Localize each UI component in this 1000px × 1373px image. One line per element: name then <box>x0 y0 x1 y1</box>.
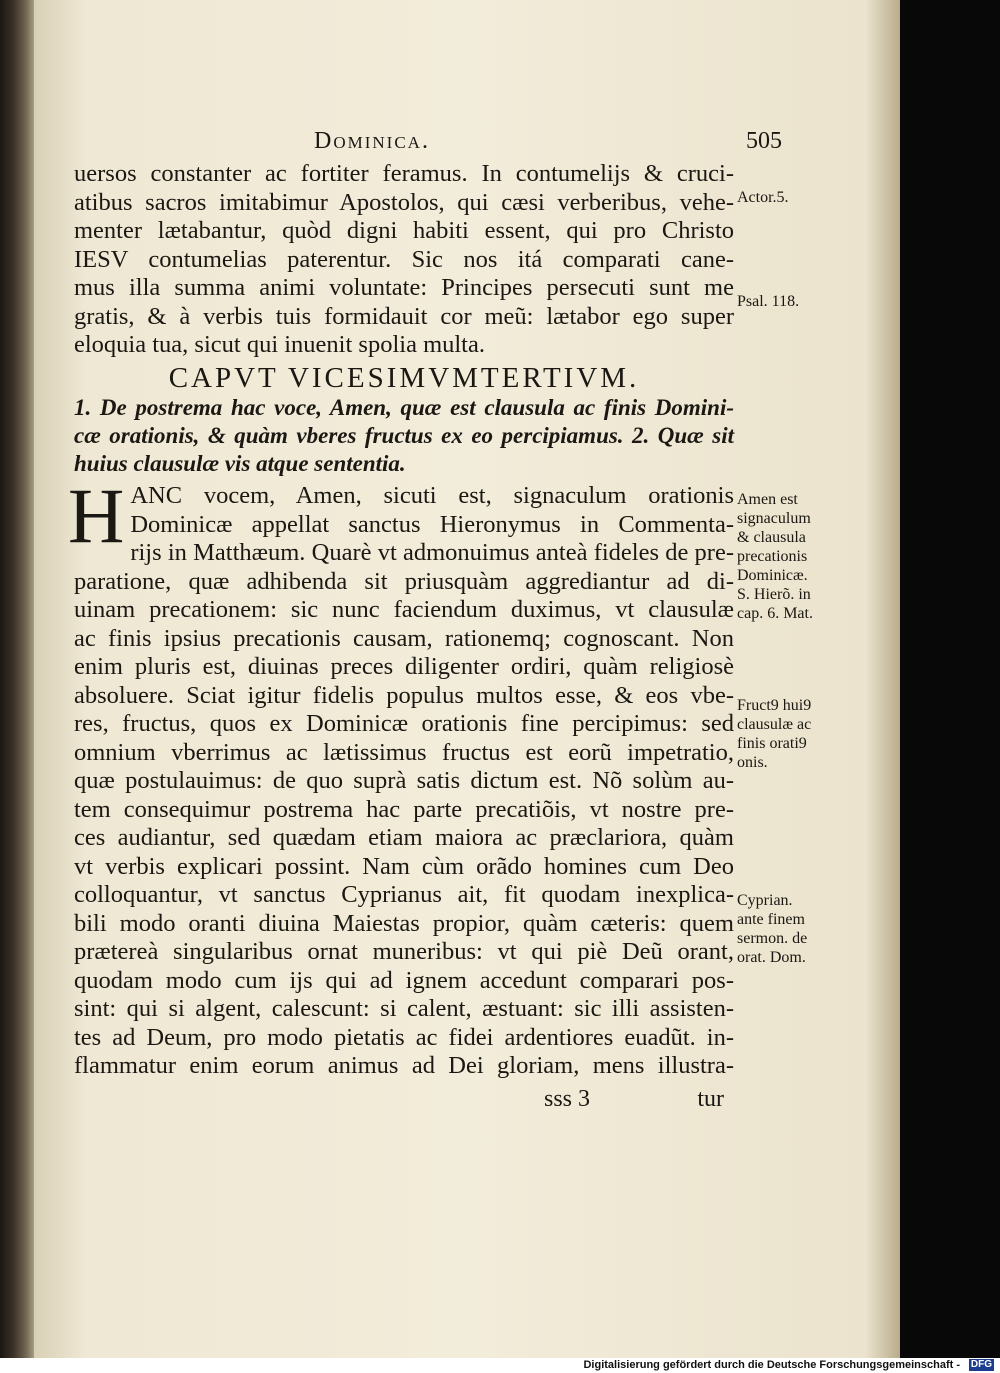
marginal-line: S. Hierõ. in <box>737 586 811 603</box>
summary-line: 1. De postrema hac voce, Amen, quæ est clausula ac finis Domini- <box>74 395 734 420</box>
text-line: atibus sacros imitabimur Apostolos, qui cæsi verberibus, vehe- <box>74 188 734 216</box>
text-line: quæ postulauimus: de quo suprà satis dictum est. Nõ solùm au- <box>74 767 734 794</box>
chapter-summary <box>74 394 734 478</box>
marginal-note-amen <box>737 490 847 623</box>
marginal-line: finis orati9 <box>737 735 807 752</box>
scan-background <box>900 0 1000 1360</box>
text-line: paratione, quæ adhibenda sit priusquàm aggrediantur ad di- <box>74 567 734 595</box>
text-line: colloquantur, vt sanctus Cyprianus ait, fit quodam inexplica- <box>74 881 734 908</box>
marginal-line: precationis <box>737 548 808 565</box>
marginal-line: Psal. 118. <box>737 293 800 310</box>
text-line: uersos constanter ac fortiter feramus. In contumelijs & cruci- <box>74 160 734 187</box>
marginal-line: cap. 6. Mat. <box>737 605 813 622</box>
book-page <box>34 0 900 1358</box>
text-line: ANC vocem, Amen, sicuti est, signaculum orationis <box>130 482 734 509</box>
marginal-note-fructus <box>737 696 847 772</box>
summary-line: huius clausulæ vis atque sententia. <box>74 451 406 476</box>
text-line: eloquia tua, sicut qui inuenit spolia multa. <box>74 331 485 358</box>
text-line: tem consequimur postrema hac parte precatiõis, vt nostre pre- <box>74 795 734 823</box>
marginal-line: ante finem <box>737 911 805 928</box>
text-line: IESV contumelias paterentur. Sic nos itá comparati cane- <box>74 245 734 273</box>
book-edge <box>0 0 34 1360</box>
text-line: bili modo oranti diuina Maiestas propior, quàm cæteris: quem <box>74 909 734 937</box>
text-line: uinam precationem: sic nunc faciendum duximus, vt clausulæ <box>74 596 734 623</box>
text-line: enim pluris est, diuinas preces diligenter ordiri, quàm religiosè <box>74 653 734 680</box>
body-paragraph <box>68 472 734 1081</box>
marginal-line: Actor.5. <box>737 189 789 206</box>
text-line: menter lætabantur, quòd digni habiti essent, qui pro Christo <box>74 217 734 244</box>
marginal-line: Cyprian. <box>737 892 793 909</box>
signature-mark: sss 3 <box>544 1086 591 1112</box>
chapter-title: CAPVT VICESIMVMTERTIVM. <box>168 361 640 394</box>
opening-paragraph <box>74 160 734 360</box>
marginal-line: sermon. de <box>737 930 808 947</box>
text-line: ces audiantur, sed quædam etiam maiora ac præclariora, quàm <box>74 824 734 851</box>
text-line: rijs in Matthæum. Quarè vt admonuimus anteà fideles de pre- <box>130 539 734 566</box>
funding-notice: Digitalisierung gefördert durch die Deutsche Forschungsgemeinschaft - <box>583 1359 960 1371</box>
text-line: mus illa summa animi voluntate: Principes persecuti sunt me <box>74 274 734 301</box>
text-line: omnium vberrimus ac lætissimus fructus est eorũ impetratio, <box>74 738 734 766</box>
summary-line: cæ orationis, & quàm vberes fructus ex eo percipiamus. 2. Quæ sit <box>74 423 734 448</box>
footer-bar <box>0 1358 1000 1373</box>
marginal-line: signaculum <box>737 510 811 527</box>
catchword: tur <box>697 1086 724 1112</box>
text-line: res, fructus, quos ex Dominicæ orationis fine percipimus: sed <box>74 710 734 737</box>
text-line: Dominicæ appellat sanctus Hieronymus in Commenta- <box>130 510 734 538</box>
page-foot <box>544 1086 724 1113</box>
marginal-line: & clausula <box>737 529 806 546</box>
text-line: ac finis ipsius precationis causam, rationemq; cognoscant. Non <box>74 624 734 652</box>
marginal-note-actor <box>737 188 847 207</box>
text-line: gratis, & à verbis tuis formidauit cor meũ: lætabor ego super <box>74 302 734 330</box>
marginal-note-psal <box>737 292 847 311</box>
main-text <box>68 160 734 1081</box>
marginal-line: Amen est <box>737 491 798 508</box>
text-line: prætereà singularibus ornat muneribus: vt qui piè Deũ orant, <box>74 938 734 965</box>
text-line: tes ad Deum, pro modo pietatis ac fidei ardentiores euadũt. in- <box>74 1023 734 1051</box>
marginal-line: orat. Dom. <box>737 949 806 966</box>
text-line: flammatur enim eorum animus ad Dei gloriam, mens illustra- <box>74 1052 734 1079</box>
marginal-line: onis. <box>737 754 768 771</box>
drop-capital: H <box>68 472 125 559</box>
text-line: vt verbis explicari possint. Nam cùm orãdo homines cum Deo <box>74 852 734 880</box>
text-line: sint: qui si algent, calescunt: si calent, æstuant: sic illi assisten- <box>74 995 734 1022</box>
page-number: 505 <box>746 128 782 154</box>
text-line: absoluere. Sciat igitur fidelis populus multos esse, & eos vbe- <box>74 681 734 709</box>
marginal-note-cyprian <box>737 891 847 967</box>
marginal-line: clausulæ ac <box>737 716 812 733</box>
running-head: Dominica. <box>314 128 430 154</box>
marginal-line: Fruct9 hui9 <box>737 697 812 714</box>
marginal-line: Dominicæ. <box>737 567 808 584</box>
text-line: quodam modo cum ijs qui ad ignem accedunt comparari pos- <box>74 966 734 994</box>
dfg-logo: DFG <box>970 1359 992 1370</box>
